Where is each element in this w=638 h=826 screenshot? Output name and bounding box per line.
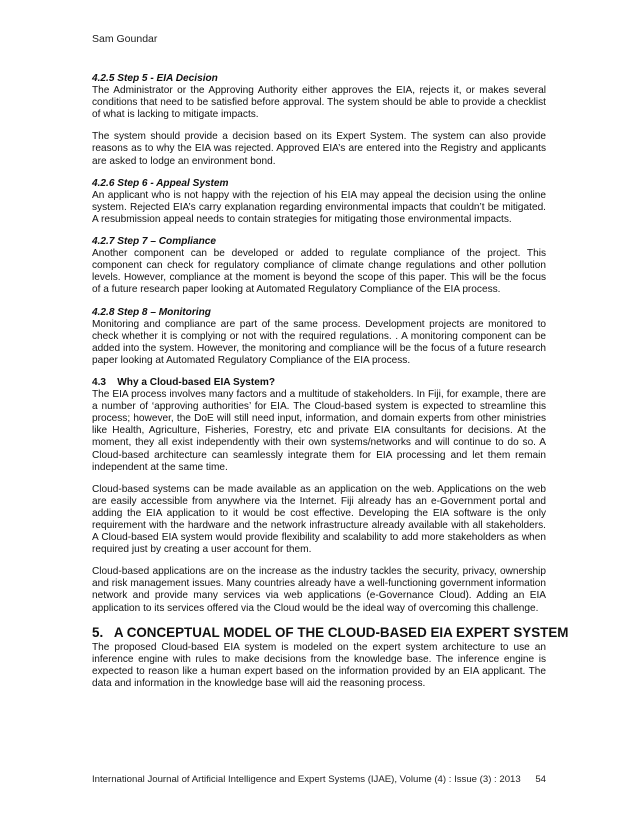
running-footer [92,774,546,785]
paragraph-step-5-2: The system should provide a decision based on its Expert System. The system can also provide reasons as to why the EIA was rejected. Approved EIA’s are entered into the Registry and applicants are asked to lodge an environment bond. [92,131,546,167]
footer-journal-citation: International Journal of Artificial Intelligence and Expert Systems (IJAE), Volume (4) : Issue (3) : 2013 [92,774,521,785]
heading-section-5: 5. A CONCEPTUAL MODEL OF THE CLOUD-BASED EIA EXPERT SYSTEM [92,624,569,640]
heading-step-7: 4.2.7 Step 7 – Compliance [92,236,216,248]
paragraph-step-6-1: An applicant who is not happy with the rejection of his EIA may appeal the decision using the online system. Rejected EIA’s carry explanation regarding environmental impacts that couldn’t be mitigated. A resubmission appeal needs to contain strategies for mitigating those environmental impacts. [92,189,546,225]
paragraph-step-8-1: Monitoring and compliance are part of the same process. Development projects are monitored to check whether it is complying or not with the required regulations. . A monitoring component can be added into the system. However, the monitoring and compliance will be the focus of a future research paper looking at Automated Regulatory Compliance of the EIA process. [92,318,546,366]
paragraph-section-4-3-3: Cloud-based applications are on the increase as the industry tackles the security, privacy, ownership and risk management issues. Many countries already have a well-functioning government information network and provide many services via web applications (e-Governance Cloud). Adding an EIA application to its services offered via the Cloud would be the ideal way of overcoming this challenge. [92,566,546,614]
heading-step-6: 4.2.6 Step 6 - Appeal System [92,177,229,189]
heading-step-5: 4.2.5 Step 5 - EIA Decision [92,73,218,84]
footer-page-number: 54 [535,774,546,785]
paragraph-section-4-3-1: The EIA process involves many factors and a multitude of stakeholders. In Fiji, for example, there are a number of ‘approving authorities’ for EIA. The Cloud-based system is expected to streamline this process; however, the DoE will still need input, information, and domain experts from other ministries like Health, Agriculture, Fisheries, Forestry, etc and private EIA consultants for decisions. At the moment, they all exist independently with their own systems/networks and will continue to do so. A Cloud-based architecture can seamlessly integrate them for EIA processing and let them remain independent at the same time. [92,389,546,473]
page-body [92,73,569,690]
paragraph-step-5-1: The Administrator or the Approving Authority either approves the EIA, rejects it, or makes several conditions that need to be satisfied before approval. The system should be able to provide a checklist of what is lacking to mitigate impacts. [92,85,546,121]
paragraph-section-5-1: The proposed Cloud-based EIA system is modeled on the expert system architecture to use an inference engine with rules to make decisions from the knowledge base. The inference engine is expected to reason like a human expert based on the information provided by an EIA applicant. The data and information in the knowledge base will aid the reasoning process. [92,641,546,689]
running-header-author: Sam Goundar [92,33,158,45]
heading-step-8: 4.2.8 Step 8 – Monitoring [92,306,211,318]
heading-section-4-3: 4.3 Why a Cloud-based EIA System? [92,376,276,388]
paragraph-section-4-3-2: Cloud-based systems can be made available as an application on the web. Applications on the web are easily accessible from anywhere via the Internet. Fiji already has an e-Government portal and adding the EIA application to it would be cost effective. Developing the EIA software is the only requirement with the hardware and the network infrastructure already available with all stakeholders. A Cloud-based EIA system would provide flexibility and scalability to add more stakeholders as when required just by creating a user account for them. [92,483,546,556]
paragraph-step-7-1: Another component can be developed or added to regulate compliance of the project. This component can check for regulatory compliance of climate change regulations and other pollution levels. However, compliance at the moment is beyond the scope of this paper. This will be the focus of a future research paper looking at Automated Regulatory Compliance of the EIA process. [92,248,546,296]
